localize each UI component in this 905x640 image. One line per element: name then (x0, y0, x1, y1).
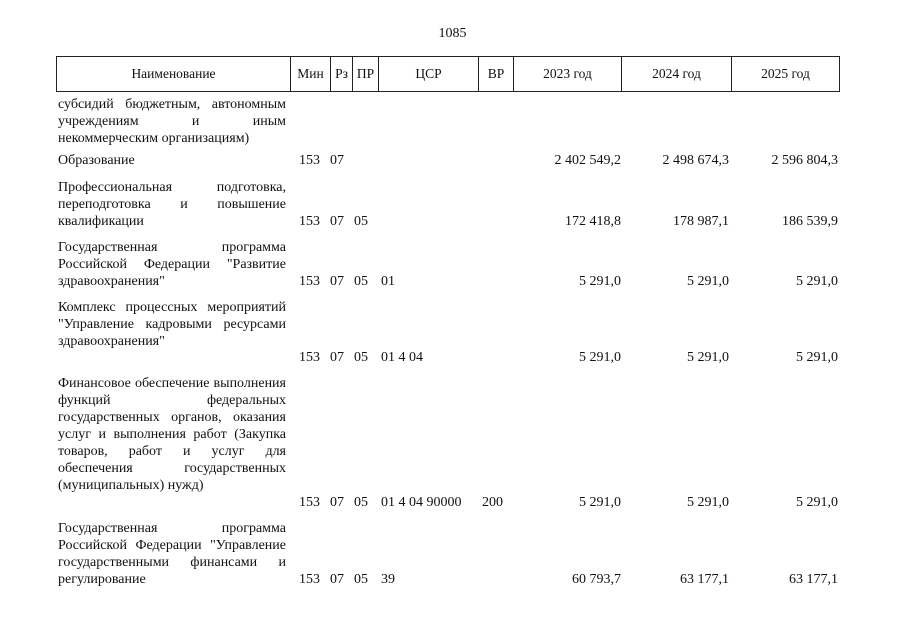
row-csr: 01 4 04 (381, 350, 423, 365)
row-name: субсидий бюджетным, автономным учреждениям и иным некоммерческим организациям) (58, 97, 286, 146)
row-pr: 05 (354, 214, 368, 229)
row-name: Комплекс процессных мероприятий "Управление кадровыми ресурсами здравоохранения" (58, 300, 286, 349)
row-name: Профессиональная подготовка, переподготовка и повышение квалификации (58, 180, 286, 229)
header-2024: 2024 год (622, 57, 732, 91)
page-number: 1085 (438, 26, 467, 41)
row-2025: 5 291,0 (796, 495, 838, 510)
row-name: Государственная программа Российской Федерации "Управление государственными финансами и регулирование (58, 521, 286, 587)
header-2023: 2023 год (514, 57, 622, 91)
row-pr: 05 (354, 274, 368, 289)
row-2023: 172 418,8 (565, 214, 621, 229)
row-2023: 5 291,0 (579, 350, 621, 365)
row-name: Государственная программа Российской Федерации "Развитие здравоохранения" (58, 240, 286, 289)
row-rz: 07 (330, 153, 344, 168)
header-min: Мин (291, 57, 331, 91)
row-csr: 01 (381, 274, 395, 289)
row-rz: 07 (330, 274, 344, 289)
row-2024: 5 291,0 (687, 495, 729, 510)
row-name: Финансовое обеспечение выполнения функций федеральных государственных органов, оказания услуг и выполнения работ (Закупка товаров, работ и услуг для обеспечения государственных (муниципальных) нужд) (58, 376, 286, 493)
row-min: 153 (299, 274, 320, 289)
row-2025: 5 291,0 (796, 350, 838, 365)
row-2024: 2 498 674,3 (662, 153, 729, 168)
row-pr: 05 (354, 350, 368, 365)
row-2023: 60 793,7 (572, 572, 621, 587)
table-header (56, 56, 840, 92)
row-pr: 05 (354, 572, 368, 587)
row-2023: 5 291,0 (579, 495, 621, 510)
row-min: 153 (299, 495, 320, 510)
row-2023: 2 402 549,2 (554, 153, 621, 168)
row-rz: 07 (330, 495, 344, 510)
row-2025: 2 596 804,3 (771, 153, 838, 168)
row-min: 153 (299, 572, 320, 587)
header-vr: ВР (479, 57, 514, 91)
row-rz: 07 (330, 214, 344, 229)
header-2025: 2025 год (761, 66, 810, 81)
row-min: 153 (299, 153, 320, 168)
header-csr: ЦСР (379, 57, 479, 91)
row-2025: 5 291,0 (796, 274, 838, 289)
row-csr: 01 4 04 90000 (381, 495, 462, 510)
row-2023: 5 291,0 (579, 274, 621, 289)
row-2024: 5 291,0 (687, 350, 729, 365)
row-name: Образование (58, 153, 135, 168)
row-rz: 07 (330, 572, 344, 587)
row-2025: 186 539,9 (782, 214, 838, 229)
row-2024: 5 291,0 (687, 274, 729, 289)
row-2025: 63 177,1 (789, 572, 838, 587)
row-min: 153 (299, 350, 320, 365)
row-2024: 63 177,1 (680, 572, 729, 587)
row-pr: 05 (354, 495, 368, 510)
row-rz: 07 (330, 350, 344, 365)
row-2024: 178 987,1 (673, 214, 729, 229)
row-vr: 200 (482, 495, 503, 510)
row-min: 153 (299, 214, 320, 229)
row-csr: 39 (381, 572, 395, 587)
header-rz: Рз (331, 57, 353, 91)
header-name: Наименование (57, 57, 291, 91)
header-pr: ПР (353, 57, 379, 91)
